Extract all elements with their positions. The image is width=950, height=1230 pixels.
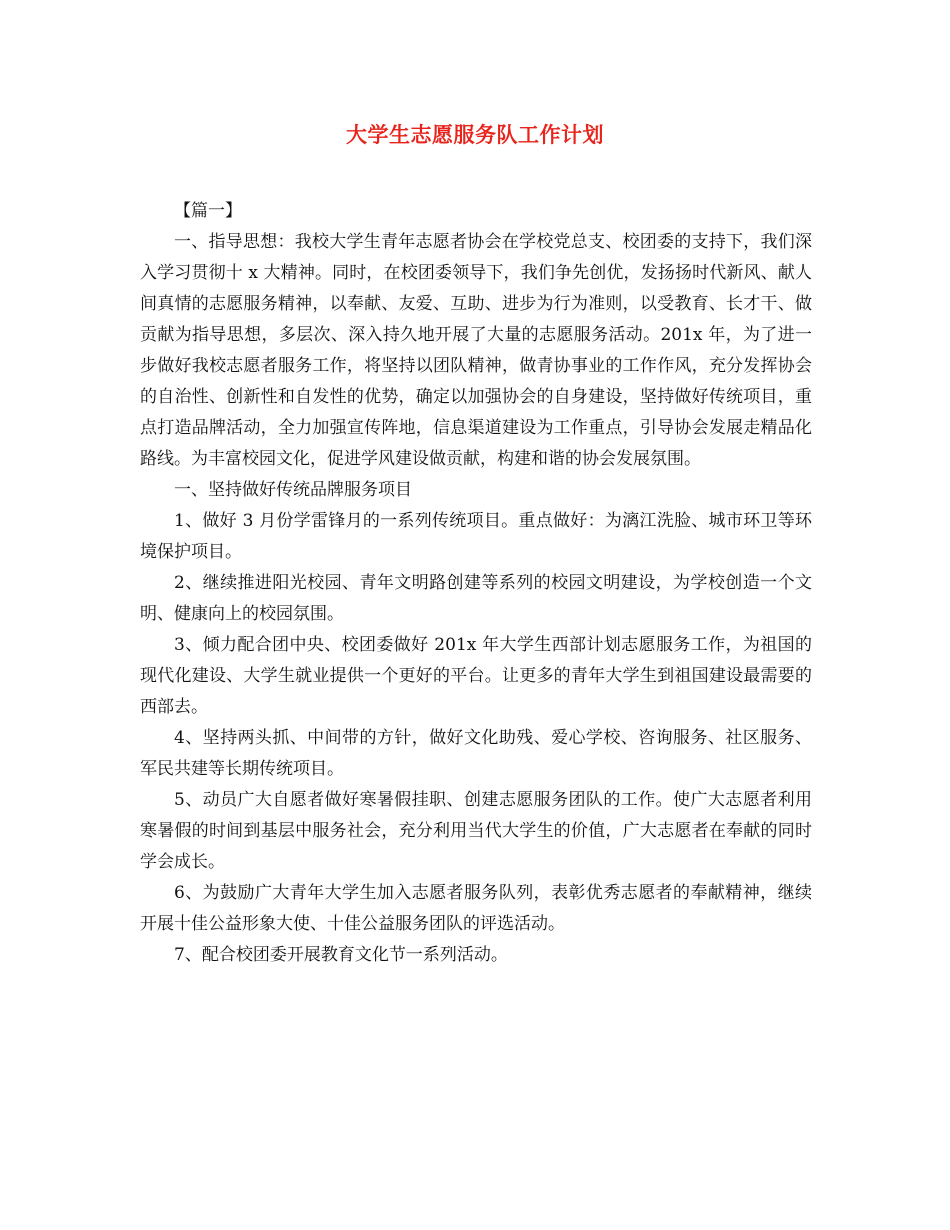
paragraph-item-7: 7、配合校团委开展教育文化节一系列活动。 <box>174 945 508 965</box>
paragraph-item-6: 6、为鼓励广大青年大学生加入志愿者服务队列，表彰优秀志愿者的奉献精神，继续开展十佳公益形象大使、十佳公益服务团队的评选活动。 <box>140 883 812 934</box>
paragraph-item-4: 4、坚持两头抓、中间带的方针，做好文化助残、爱心学校、咨询服务、社区服务、军民共建等长期传统项目。 <box>140 728 812 779</box>
paragraph-guiding-thought: 一、指导思想：我校大学生青年志愿者协会在学校党总支、校团委的支持下，我们深入学习贯彻十 x 大精神。同时，在校团委领导下，我们争先创优，发扬扬时代新风、献人间真情的志愿服务精神，以奉献、友爱、互助、进步为行为准则，以受教育、长才干、做贡献为指导思想，多层次、深入持久地开展了大量的志愿服务活动。201x 年，为了进一步做好我校志愿者服务工作，将坚持以团队精神，做青协事业的工作作风，充分发挥协会的自治性、创新性和自发性的优势，确定以加强协会的自身建设，坚持做好传统项目，重点打造品牌活动，全力加强宣传阵地，信息渠道建设为工作重点，引导协会发展走精品化路线。为丰富校园文化，促进学风建设做贡献，构建和谐的协会发展氛围。 <box>140 232 812 469</box>
paragraph-heading-traditional-projects: 一、坚持做好传统品牌服务项目 <box>174 480 412 500</box>
paragraph-item-1: 1、做好 3 月份学雷锋月的一系列传统项目。重点做好：为漓江洗脸、城市环卫等环境保护项目。 <box>140 511 812 562</box>
paragraph-item-3: 3、倾力配合团中央、校团委做好 201x 年大学生西部计划志愿服务工作，为祖国的现代化建设、大学生就业提供一个更好的平台。让更多的青年大学生到祖国建设最需要的西部去。 <box>140 635 812 717</box>
paragraph-item-2: 2、继续推进阳光校园、青年文明路创建等系列的校园文明建设，为学校创造一个文明、健康向上的校园氛围。 <box>140 573 812 624</box>
document-body <box>140 196 812 971</box>
paragraph-item-5: 5、动员广大自愿者做好寒暑假挂职、创建志愿服务团队的工作。使广大志愿者利用寒暑假的时间到基层中服务社会，充分利用当代大学生的价值，广大志愿者在奉献的同时学会成长。 <box>140 790 812 872</box>
section-label: 【篇一】 <box>174 201 242 221</box>
document-title: 大学生志愿服务队工作计划 <box>346 123 604 147</box>
